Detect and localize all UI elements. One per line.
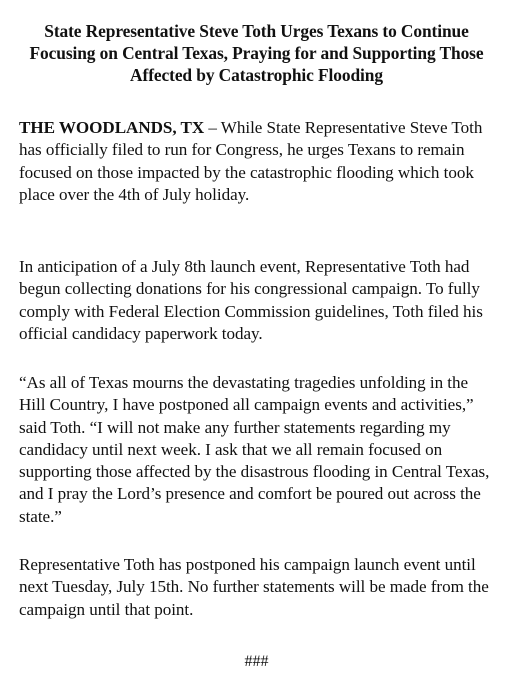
paragraph-intro-text: – While State Representative Steve Toth has officially filed to run for Congress, he urges Texans to remain focused on those impacted by the catastrophic flooding which took place over the 4th of July holiday. — [19, 118, 483, 204]
paragraph-intro — [19, 117, 497, 206]
paragraph-donations: In anticipation of a July 8th launch event, Representative Toth had begun collecting donations for his congressional campaign. To fully comply with Federal Election Commission guidelines, Toth filed his official candidacy paperwork today. — [19, 257, 483, 343]
headline: State Representative Steve Toth Urges Texans to Continue Focusing on Central Texas, Praying for and Supporting Those Affected by Catastrophic Flooding — [29, 21, 484, 85]
end-mark: ### — [244, 653, 269, 670]
paragraph-quote: “As all of Texas mourns the devastating tragedies unfolding in the Hill Country, I have postponed all campaign events and activities,” said Toth. “I will not make any further statements regarding my candidacy until next week. I ask that we all remain focused on supporting those affected by the disastrous flooding in Central Texas, and I pray the Lord’s presence and comfort be poured out across the state.” — [19, 373, 490, 526]
dateline: THE WOODLANDS, TX — [19, 118, 205, 137]
paragraph-postponement: Representative Toth has postponed his campaign launch event until next Tuesday, July 15th. No further statements will be made from the campaign until that point. — [19, 555, 489, 619]
